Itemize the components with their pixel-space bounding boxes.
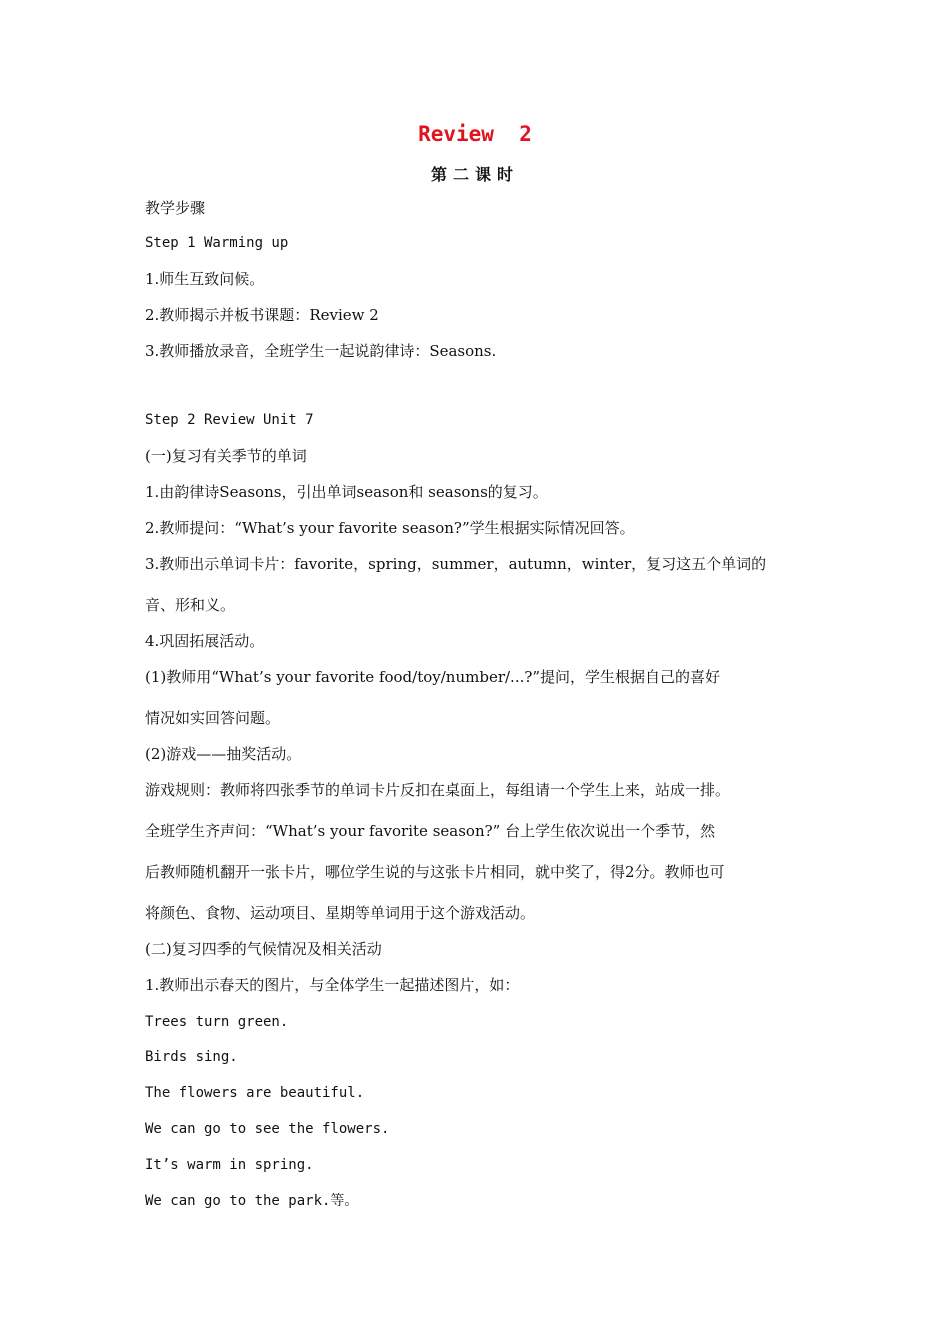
text-line: 4.巩固拓展活动。 [145, 632, 265, 650]
text-line: 2.教师揭示并板书课题：Review 2 [145, 306, 379, 324]
text-line: We can go to see the flowers. [145, 1121, 390, 1137]
text-line: 教学步骤 [145, 199, 206, 217]
text-line: 情况如实回答问题。 [145, 709, 281, 727]
text-line: (二)复习四季的气候情况及相关活动 [145, 940, 382, 958]
text-line: We can go to the park.等。 [145, 1193, 359, 1209]
text-line: 音、形和义。 [145, 596, 236, 614]
text-line: (2)游戏——抽奖活动。 [145, 745, 302, 763]
text-line: Trees turn green. [145, 1014, 289, 1030]
text-line: Step 2 Review Unit 7 [145, 412, 314, 428]
text-line: Birds sing. [145, 1049, 238, 1065]
text-line: 1.师生互致问候。 [145, 270, 265, 288]
text-line: 3.教师出示单词卡片：favorite，spring，summer，autumn，winter，复习这五个单词的 [145, 555, 767, 573]
text-line: 将颜色、食物、运动项目、星期等单词用于这个游戏活动。 [145, 904, 536, 922]
text-line: (一)复习有关季节的单词 [145, 447, 307, 465]
text-line: 2.教师提问：“What’s your favorite season?”学生根据实际情况回答。 [145, 519, 635, 537]
text-line: The flowers are beautiful. [145, 1085, 365, 1101]
text-line: 1.由韵律诗Seasons，引出单词season和 seasons的复习。 [145, 483, 548, 501]
page-subtitle: 第二课时 [430, 165, 519, 184]
text-line: (1)教师用“What’s your favorite food/toy/number/...?”提问，学生根据自己的喜好 [145, 668, 721, 686]
text-line: 游戏规则：教师将四张季节的单词卡片反扣在桌面上，每组请一个学生上来，站成一排。 [145, 781, 731, 799]
text-line: 全班学生齐声问：“What’s your favorite season?” 台上学生依次说出一个季节，然 [145, 822, 716, 840]
text-line: 1.教师出示春天的图片，与全体学生一起描述图片，如： [145, 976, 520, 994]
text-line: Step 1 Warming up [145, 235, 289, 251]
text-line: 3.教师播放录音，全班学生一起说韵律诗：Seasons. [145, 342, 497, 360]
text-line: 后教师随机翻开一张卡片，哪位学生说的与这张卡片相同，就中奖了，得2分。教师也可 [145, 863, 725, 881]
text-line: It’s warm in spring. [145, 1157, 314, 1173]
page-title: Review 2 [418, 122, 532, 146]
